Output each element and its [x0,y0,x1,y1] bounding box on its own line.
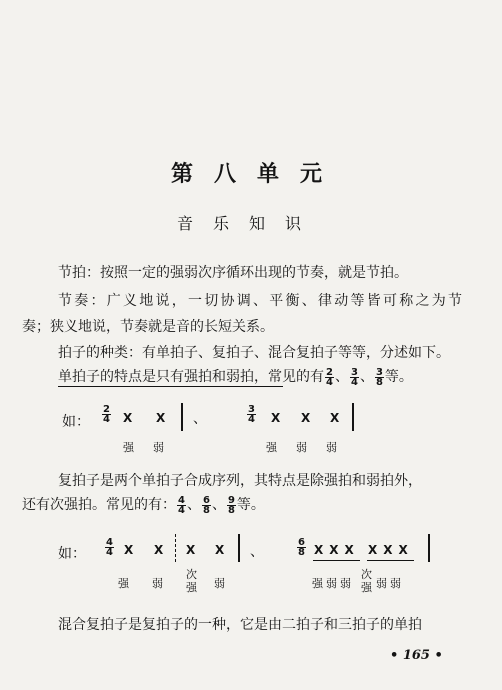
accent-label: 弱 [326,577,337,590]
accent-label: 弱 [296,441,307,454]
accent-label: 弱 [390,577,401,590]
time-signature: $\frac{4}{4}$ [178,494,185,516]
paragraph-meter-types: 拍子的种类：有单拍子、复拍子、混合复拍子等等，分述如下。 [58,345,450,361]
time-signature: $\frac{3}{4}$ [350,366,358,388]
note: X [124,543,134,557]
paragraph-beat: 节拍：按照一定的强弱次序循环出现的节奏，就是节拍。 [58,265,408,281]
beam [367,560,414,561]
unit-title: 第八单元 [171,162,344,187]
time-signature: $\frac{2}{4}$ [326,366,333,388]
barline [428,534,430,562]
barline [238,534,240,562]
note: X [156,411,166,425]
paragraph-compound-meter-line1: 复拍子是两个单拍子合成序列，其特点是除强拍和弱拍外， [58,473,422,489]
accent-label: 强 [312,577,323,590]
paragraph-simple-meter [58,366,413,387]
separator: 、 [334,369,349,385]
barline [352,403,354,431]
section-subtitle: 音乐知识 [177,214,322,233]
accent-label: 弱 [376,577,387,590]
paragraph-rhythm-line1: 节奏：广义地说，一切协调、平衡、律动等皆可称之为节 [58,293,462,309]
example1-prefix: 如： [62,414,90,430]
example1-time-signature-1: $\frac{2}{4}$ [103,404,110,425]
example2-time-signature-2: $\frac{6}{8}$ [298,537,305,558]
example2-prefix: 如： [58,546,86,562]
time-signature: $\frac{3}{8}$ [375,366,383,388]
accent-label: 次强 [186,568,197,594]
beam [313,560,360,561]
separator: 、 [186,497,201,513]
note: X [215,543,225,557]
accent-label: 弱 [340,577,351,590]
accent-label: 强 [118,577,129,590]
note: X [186,543,196,557]
example2-separator: 、 [250,544,264,560]
separator: 、 [359,369,374,385]
page-number: • 165 • [390,648,443,663]
underline-mark [58,386,283,387]
note: X [301,411,311,425]
note-group: XXX [368,543,414,557]
compound-meter-end: 等。 [236,497,265,513]
simple-meter-text: 单拍子的特点是只有强拍和弱拍，常见的有 [58,369,324,385]
accent-label: 弱 [153,441,164,454]
accent-label: 强 [266,441,277,454]
time-signature: $\frac{9}{8}$ [227,494,235,516]
example1-time-signature-2: $\frac{3}{4}$ [248,404,255,425]
accent-label: 弱 [214,577,225,590]
accent-label: 次强 [361,568,372,594]
accent-label: 强 [123,441,134,454]
note: X [154,543,164,557]
paragraph-mixed-meter: 混合复拍子是复拍子的一种，它是由二拍子和三拍子的单拍 [58,617,422,633]
note: X [271,411,281,425]
example2-time-signature-1: $\frac{4}{4}$ [106,537,113,558]
paragraph-compound-meter-line2 [22,494,265,515]
simple-meter-end: 等。 [384,369,413,385]
note: X [330,411,340,425]
barline [181,403,183,431]
example1-separator: 、 [193,411,207,427]
note-group: XXX [314,543,360,557]
compound-meter-text: 还有次强拍。常见的有： [22,497,176,513]
accent-label: 弱 [326,441,337,454]
accent-label: 弱 [152,577,163,590]
separator: 、 [211,497,226,513]
paragraph-rhythm-line2: 奏；狭义地说，节奏就是音的长短关系。 [22,319,274,335]
note: X [123,411,133,425]
dashed-barline [175,534,176,562]
time-signature: $\frac{6}{8}$ [202,494,210,516]
